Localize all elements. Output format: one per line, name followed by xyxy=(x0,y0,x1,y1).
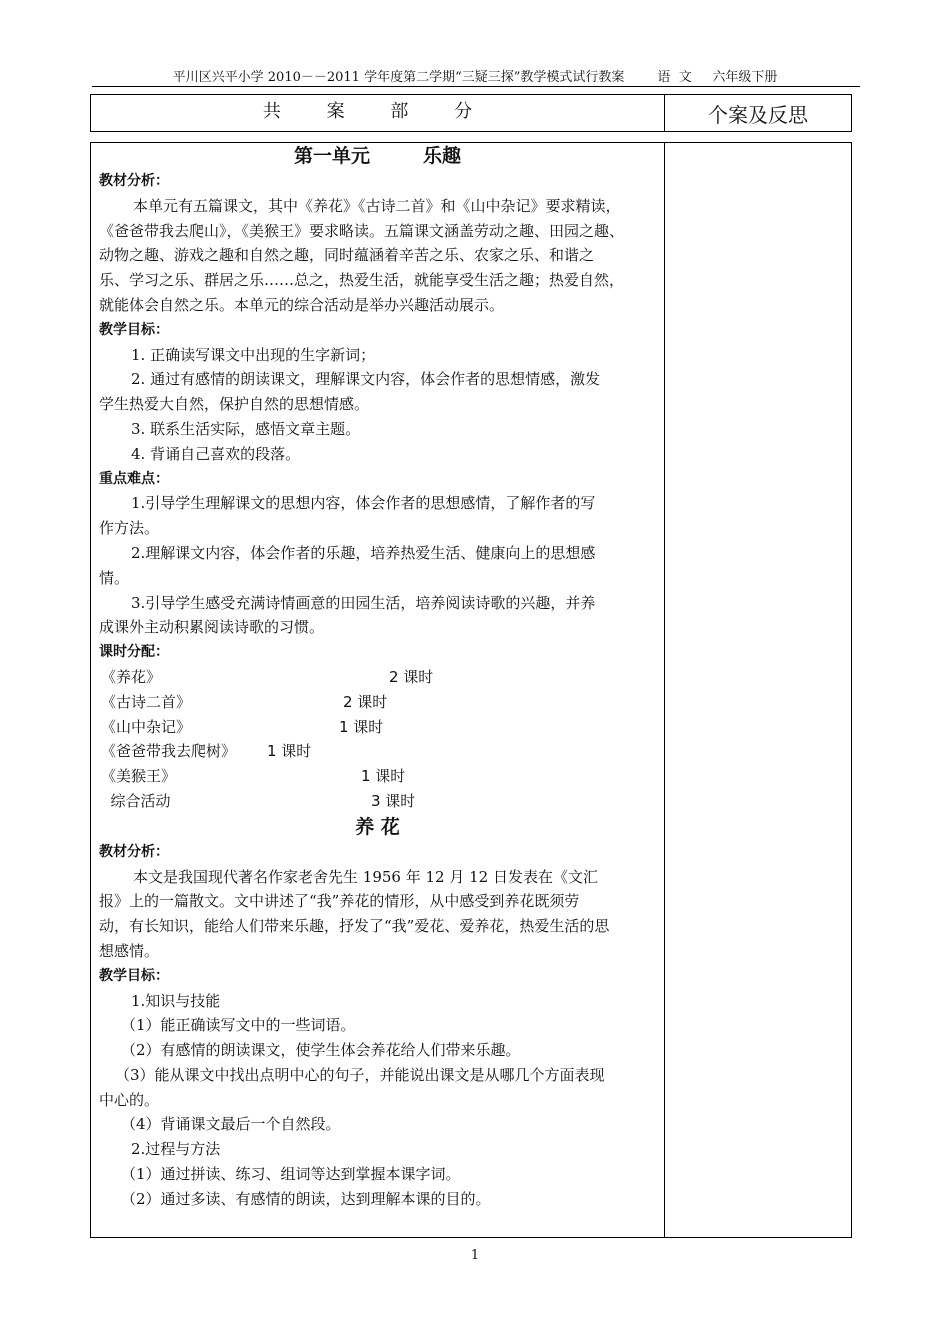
unit-keys-heading: 重点难点： xyxy=(99,470,169,487)
lesson-goal-line: （1）通过拼读、练习、组词等达到掌握本课字词。 xyxy=(121,1165,461,1184)
unit-analysis-line: 本单元有五篇课文，其中《养花》《古诗二首》和《山中杂记》要求精读， xyxy=(133,196,621,215)
lesson-goal-line: 1.知识与技能 xyxy=(131,991,221,1010)
schedule-lesson: 《美猴王》 xyxy=(101,767,177,786)
unit-goals-heading: 教学目标： xyxy=(99,321,169,338)
lesson-goal-line: （4）背诵课文最后一个自然段。 xyxy=(121,1115,341,1134)
lesson-goal-line: 中心的。 xyxy=(99,1090,160,1109)
unit-analysis-line: 动物之趣、游戏之趣和自然之趣，同时蕴涵着辛苦之乐、农家之乐、和谐之 xyxy=(99,246,595,265)
lesson-title: 养 花 xyxy=(355,815,400,838)
unit-key-line: 作方法。 xyxy=(99,519,160,538)
schedule-row xyxy=(99,715,656,740)
lesson-goal-line: （3）能从课文中找出点明中心的句子，并能说出课文是从哪几个方面表现 xyxy=(115,1065,605,1084)
schedule-row xyxy=(99,739,656,764)
lesson-goals-heading: 教学目标： xyxy=(99,967,169,984)
schedule-row xyxy=(99,690,656,715)
schedule-lesson: 《古诗二首》 xyxy=(101,692,192,711)
schedule-hours: 2 课时 xyxy=(343,692,388,711)
unit-key-line: 1.引导学生理解课文的思想内容，体会作者的思想感情，了解作者的写 xyxy=(131,494,596,513)
lesson-analysis-line: 报》上的一篇散文。文中讲述了“我”养花的情形，从中感受到养花既须劳 xyxy=(99,892,580,911)
unit-analysis-line: 就能体会自然之乐。本单元的综合活动是举办兴趣活动展示。 xyxy=(99,295,505,314)
unit-goal-line: 2. 通过有感情的朗读课文，理解课文内容，体会作者的思想情感，激发 xyxy=(131,370,601,389)
unit-goal-line: 1. 正确读写课文中出现的生字新词； xyxy=(131,345,376,364)
lesson-analysis-line: 本文是我国现代著名作家老舍先生 1956 年 12 月 12 日发表在《文汇 xyxy=(133,867,598,886)
schedule-lesson: 综合活动 xyxy=(101,791,171,810)
unit-goal-line: 3. 联系生活实际，感悟文章主题。 xyxy=(131,419,361,438)
schedule-heading: 课时分配： xyxy=(99,644,169,661)
unit-analysis-heading: 教材分析： xyxy=(99,173,169,189)
schedule-hours: 1 课时 xyxy=(267,742,312,761)
unit-key-line: 情。 xyxy=(99,568,130,587)
schedule-lesson: 《爸爸带我去爬树》 xyxy=(101,742,237,761)
lesson-analysis-line: 想感情。 xyxy=(99,941,160,960)
unit-analysis-line: 乐、学习之乐、群居之乐……总之，热爱生活，就能享受生活之趣；热爱自然， xyxy=(99,271,625,290)
table-header-row xyxy=(90,94,852,132)
unit-analysis-line: 《爸爸带我去爬山》，《美猴王》要求略读。五篇课文涵盖劳动之趣、田园之趣、 xyxy=(99,221,625,240)
individual-reflection-heading: 个案及反思 xyxy=(708,103,808,127)
schedule-lesson: 《山中杂记》 xyxy=(101,717,192,736)
schedule-hours: 1 课时 xyxy=(339,717,384,736)
page-header: 平川区兴平小学 2010－－2011 学年度第二学期“三疑三探”教学模式试行教案 语 文 六年级下册 xyxy=(172,70,778,85)
unit-goal-line: 学生热爱大自然，保护自然的思想情感。 xyxy=(99,395,370,414)
schedule-row xyxy=(99,665,656,690)
unit-key-line: 2.理解课文内容，体会作者的乐趣，培养热爱生活、健康向上的思想感 xyxy=(131,543,596,562)
lesson-goal-line: 2.过程与方法 xyxy=(131,1140,221,1159)
unit-key-line: 成课外主动积累阅读诗歌的习惯。 xyxy=(99,618,325,637)
shared-plan-heading: 共 案 部 分 xyxy=(91,95,665,131)
header-divider xyxy=(92,86,860,87)
shared-plan-cell xyxy=(91,143,665,1237)
lesson-analysis-heading: 教材分析： xyxy=(99,843,169,860)
schedule-hours: 3 课时 xyxy=(371,791,416,810)
schedule-lesson: 《养花》 xyxy=(101,667,162,686)
table-body-row xyxy=(90,142,852,1238)
lesson-goal-line: （2）有感情的朗读课文，使学生体会养花给人们带来乐趣。 xyxy=(121,1041,521,1060)
unit-goal-line: 4. 背诵自己喜欢的段落。 xyxy=(131,444,301,463)
page-number: 1 xyxy=(470,1248,480,1263)
unit-title: 第一单元 乐趣 xyxy=(294,145,461,167)
lesson-goal-line: （2）通过多读、有感情的朗读，达到理解本课的目的。 xyxy=(121,1189,491,1208)
schedule-row xyxy=(99,789,656,814)
reflection-cell xyxy=(665,143,851,1237)
schedule-hours: 2 课时 xyxy=(389,667,434,686)
schedule-row xyxy=(99,764,656,789)
lesson-analysis-line: 动，有长知识，能给人们带来乐趣，抒发了“我”爱花、爱养花，热爱生活的思 xyxy=(99,917,610,936)
unit-key-line: 3.引导学生感受充满诗情画意的田园生活，培养阅读诗歌的兴趣，并养 xyxy=(131,593,596,612)
lesson-goal-line: （1）能正确读写文中的一些词语。 xyxy=(121,1016,356,1035)
schedule-hours: 1 课时 xyxy=(361,767,406,786)
